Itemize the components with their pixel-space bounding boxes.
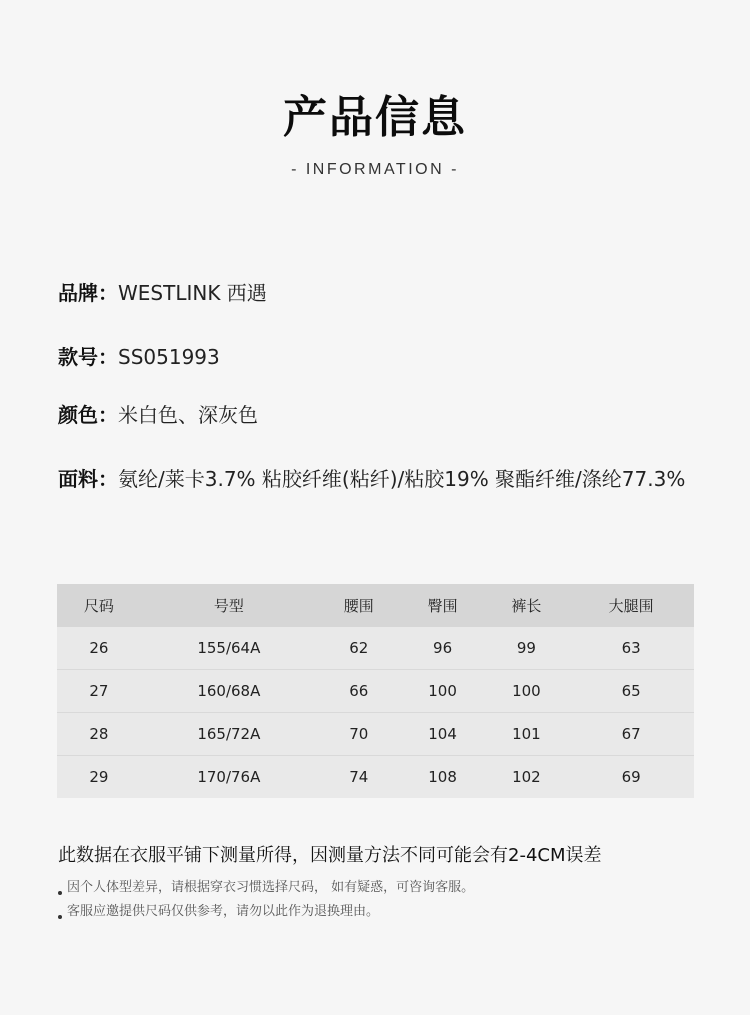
header-size: 尺码 [57,584,141,627]
table-cell: 62 [317,627,401,670]
info-color-row [58,401,698,429]
table-cell: 102 [484,756,568,799]
info-brand-value: WESTLINK 西遇 [118,281,267,305]
table-cell: 99 [484,627,568,670]
note-item [58,879,474,897]
table-cell: 69 [568,756,694,799]
info-brand-row [58,279,698,307]
header-waist: 腰围 [317,584,401,627]
table-cell: 96 [401,627,485,670]
table-cell: 28 [57,713,141,756]
header-hip: 臀围 [401,584,485,627]
header-length: 裤长 [484,584,568,627]
info-style-number-value: SS051993 [118,345,220,369]
table-row [57,627,694,670]
header-thigh: 大腿围 [568,584,694,627]
measurement-note: 此数据在衣服平铺下测量所得，因测量方法不同可能会有2-4CM误差 [58,845,602,866]
note-item-text: 客服应邀提供尺码仅供参考，请勿以此作为退换理由。 [67,904,380,919]
table-cell: 104 [401,713,485,756]
info-fabric-row [58,465,698,501]
table-cell: 70 [317,713,401,756]
table-cell: 101 [484,713,568,756]
table-cell: 67 [568,713,694,756]
table-cell: 108 [401,756,485,799]
size-table-header [57,584,694,627]
info-fabric-value: 氨纶/莱卡3.7% 粘胶纤维(粘纤)/粘胶19% 聚酯纤维/涤纶77.3% [118,467,686,491]
info-brand-label: 品牌： [58,281,118,305]
page-title: 产品信息 [283,92,467,143]
table-row [57,756,694,799]
info-style-number-row [58,343,698,371]
info-fabric-label: 面料： [58,467,118,491]
info-color-value: 米白色、深灰色 [118,403,258,427]
table-cell: 74 [317,756,401,799]
table-cell: 170/76A [141,756,317,799]
note-item [58,903,379,921]
table-cell: 100 [484,670,568,713]
table-cell: 100 [401,670,485,713]
size-table [57,584,694,798]
page-subtitle: - INFORMATION - [291,161,459,178]
info-color-label: 颜色： [58,403,118,427]
bullet-dot-icon [58,915,62,919]
table-cell: 160/68A [141,670,317,713]
table-cell: 26 [57,627,141,670]
table-row [57,670,694,713]
table-row [57,713,694,756]
info-style-number-label: 款号： [58,345,118,369]
table-cell: 165/72A [141,713,317,756]
table-cell: 29 [57,756,141,799]
table-cell: 27 [57,670,141,713]
header-body-type: 号型 [141,584,317,627]
table-cell: 155/64A [141,627,317,670]
bullet-dot-icon [58,891,62,895]
note-item-text: 因个人体型差异，请根据穿衣习惯选择尺码， 如有疑惑，可咨询客服。 [67,880,475,895]
table-cell: 66 [317,670,401,713]
table-cell: 63 [568,627,694,670]
table-cell: 65 [568,670,694,713]
